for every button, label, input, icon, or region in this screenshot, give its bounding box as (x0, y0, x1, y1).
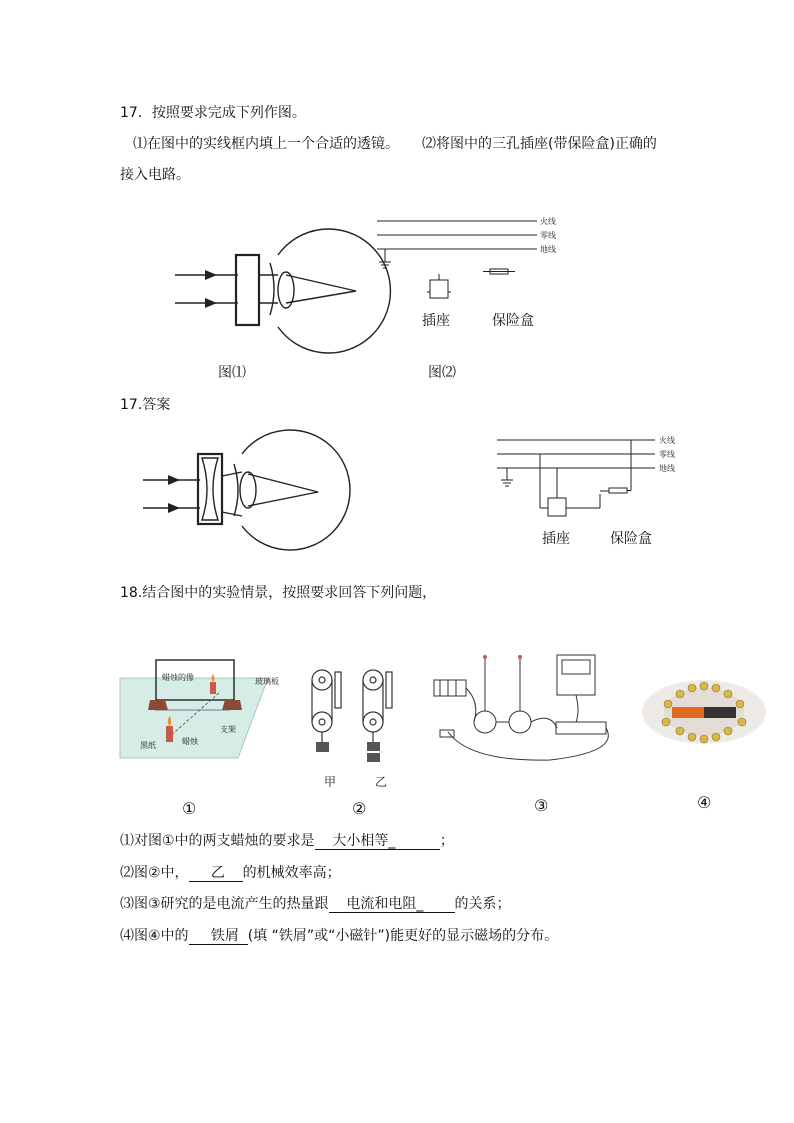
q18-title: 18.结合图中的实验情景，按照要求回答下列问题， (120, 585, 437, 601)
a3-prefix: ⑶图③研究的是电流产生的热量跟 (120, 896, 329, 912)
q18-answer-1 (120, 832, 454, 850)
q17-sub2: ⑵将图中的三孔插座(带保险盒)正确的 (422, 136, 657, 152)
candle-label: 蜡烛 (182, 737, 198, 746)
a4-prefix: ⑷图④中的 (120, 928, 189, 944)
stand-label: 支架 (220, 725, 236, 734)
q18-answer-4 (120, 927, 558, 945)
wire-live-label: 火线 (540, 217, 556, 226)
glass-label: 玻璃板 (255, 677, 279, 686)
paper-label: 黑纸 (140, 741, 156, 750)
iron-filings-experiment (640, 672, 770, 752)
fig-number-3: ③ (534, 796, 549, 815)
answer-socket-label: 插座 (542, 531, 570, 547)
answer-wire-live-label: 火线 (659, 436, 675, 445)
fig-number-4: ④ (697, 793, 712, 812)
pulley-experiment (300, 650, 400, 790)
answer-fuse-label: 保险盒 (610, 531, 652, 547)
a1-prefix: ⑴对图①中的两支蜡烛的要求是 (120, 833, 315, 849)
eye-diagram-answer (138, 432, 338, 562)
socket-label: 插座 (422, 313, 450, 329)
q18-answer-3 (120, 895, 511, 913)
a3-suffix: 的关系； (454, 896, 511, 912)
fig-number-2: ② (352, 799, 367, 818)
fuse-label: 保险盒 (492, 313, 534, 329)
candle-image-label: 蜡烛的像 (162, 673, 194, 682)
q17-answer-title: 17.答案 (120, 397, 171, 413)
a2-prefix: ⑵图②中， (120, 865, 189, 881)
joule-heat-experiment (430, 652, 630, 762)
a3-answer: 电流和电阻_ (328, 896, 455, 912)
a1-suffix: ； (439, 833, 454, 849)
a4-suffix: (填 “铁屑”或“小磁针”)能更好的显示磁场的分布。 (247, 928, 559, 944)
pulley-label-a: 甲 (324, 775, 337, 789)
eye-diagram-question (170, 230, 370, 360)
q18-answer-2 (120, 864, 341, 882)
wire-neutral-label: 零线 (540, 231, 556, 240)
fig1-caption: 图⑴ (218, 365, 246, 381)
a1-answer: 大小相等_ (314, 833, 440, 849)
a2-suffix: 的机械效率高； (242, 865, 341, 881)
circuit-answer (495, 432, 695, 552)
plane-mirror-experiment (120, 650, 280, 765)
pulley-label-b: 乙 (375, 775, 388, 789)
fig2-caption: 图⑵ (428, 365, 456, 381)
q17-title: 17．按照要求完成下列作图。 (120, 105, 306, 121)
a2-answer: 乙 (188, 865, 243, 881)
wire-ground-label: 地线 (540, 245, 556, 254)
fig-number-1: ① (182, 799, 197, 818)
answer-wire-ground-label: 地线 (659, 464, 675, 473)
a4-answer: 铁屑 (188, 928, 248, 944)
q17-sub2-cont: 接入电路。 (120, 167, 190, 183)
q17-sub1: ⑴在图中的实线框内填上一个合适的透镜。 (133, 136, 399, 152)
answer-wire-neutral-label: 零线 (659, 450, 675, 459)
circuit-question (375, 212, 575, 332)
